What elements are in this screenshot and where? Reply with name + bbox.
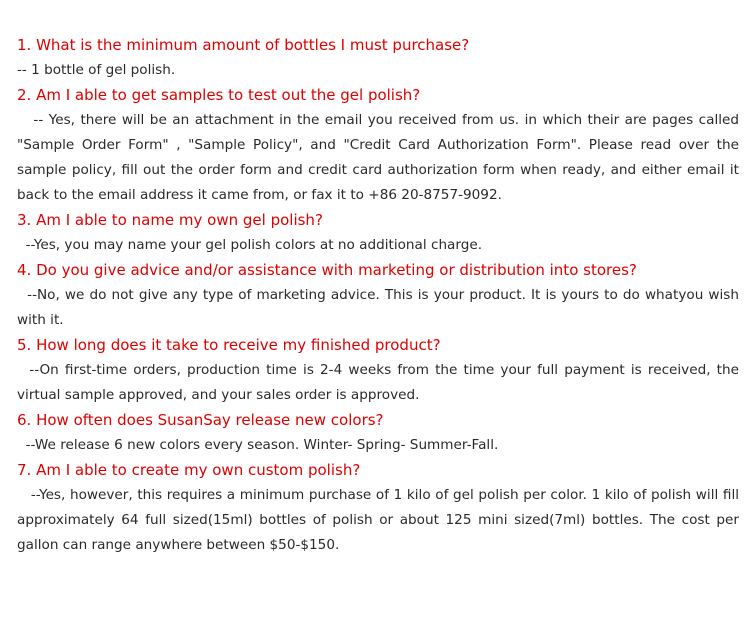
faq-question-3: 3. Am I able to name my own gel polish?	[17, 211, 323, 229]
faq-question-1: 1. What is the minimum amount of bottles I must purchase?	[17, 36, 470, 54]
faq-answer-4: --No, we do not give any type of marketing advice. This is your product. It is yours to do whatyou wish with it.	[17, 287, 739, 328]
faq-question-4: 4. Do you give advice and/or assistance with marketing or distribution into stores?	[17, 261, 637, 279]
faq-list	[17, 33, 739, 558]
faq-answer-3: --Yes, you may name your gel polish colors at no additional charge.	[17, 237, 483, 253]
faq-question-2: 2. Am I able to get samples to test out the gel polish?	[17, 86, 421, 104]
faq-answer-5: --On first-time orders, production time is 2-4 weeks from the time your full payment is received, the virtual sample approved, and your sales order is approved.	[17, 362, 739, 403]
faq-answer-1: -- 1 bottle of gel polish.	[17, 62, 176, 78]
faq-answer-2: -- Yes, there will be an attachment in the email you received from us. in which their are pages called "Sample Order Form" , "Sample Policy", and "Credit Card Authorization Form". Please read over the sample policy, fill out the order form and credit card authorization form when ready, and either email it back to the email address it came from, or fax it to +86 20-8757-9092.	[17, 112, 739, 203]
faq-question-6: 6. How often does SusanSay release new colors?	[17, 411, 384, 429]
faq-question-5: 5. How long does it take to receive my finished product?	[17, 336, 441, 354]
faq-answer-6: --We release 6 new colors every season. Winter- Spring- Summer-Fall.	[17, 437, 499, 453]
faq-answer-7: --Yes, however, this requires a minimum purchase of 1 kilo of gel polish per color. 1 kilo of polish will fill approximately 64 full sized(15ml) bottles of polish or about 125 mini sized(7ml) bottles. The cost per gallon can range anywhere between $50-$150.	[17, 487, 739, 553]
faq-question-7: 7. Am I able to create my own custom polish?	[17, 461, 361, 479]
